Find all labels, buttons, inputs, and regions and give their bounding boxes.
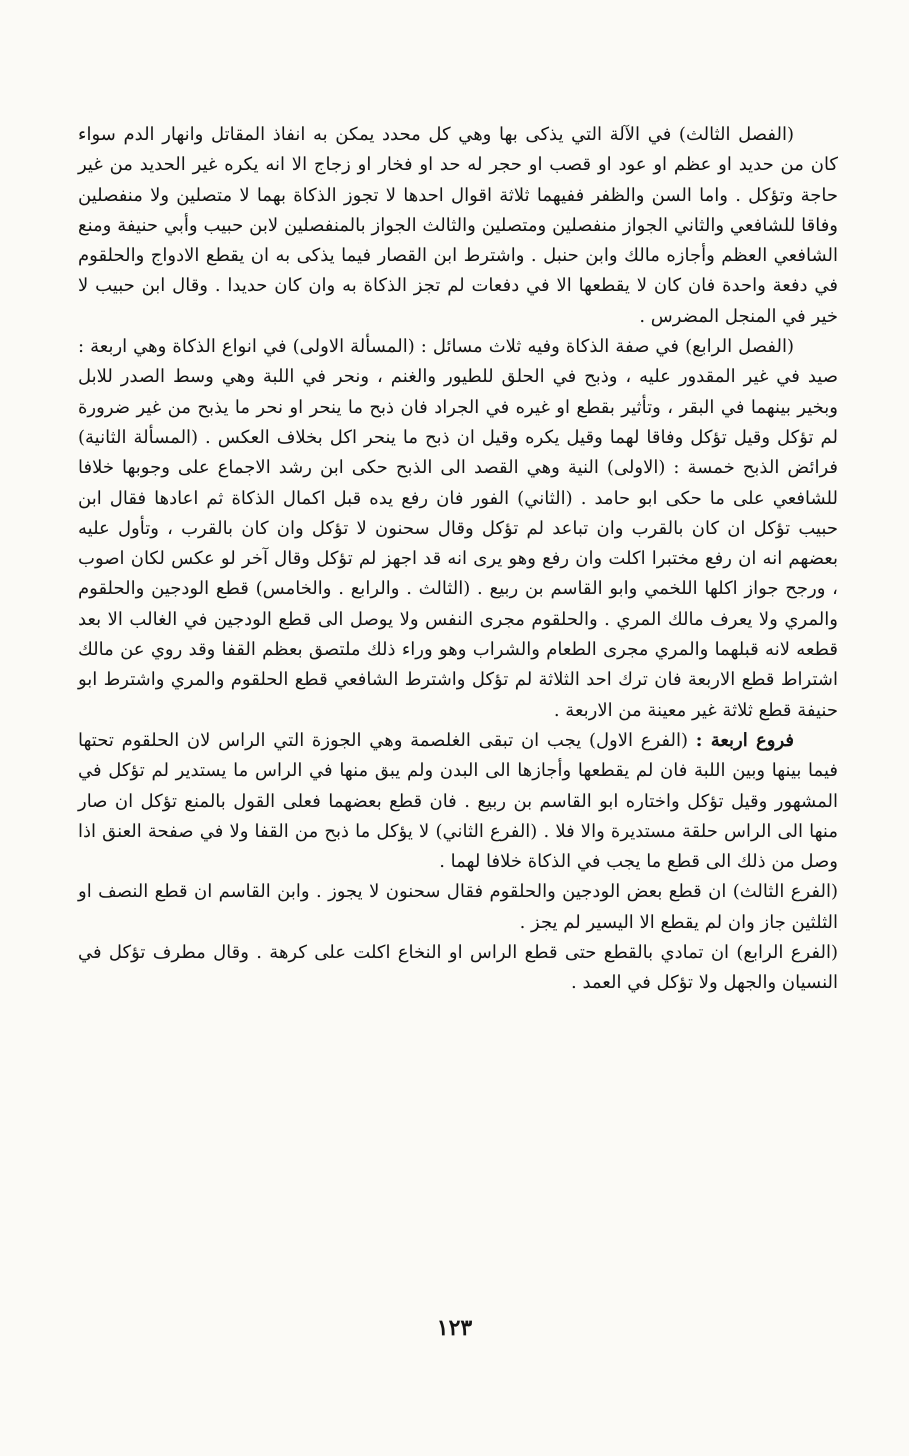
paragraph-fasl-4: (الفصل الرابع) في صفة الذكاة وفيه ثلاث مسائل : (المسألة الاولى) في انواع الذكاة وهي اربعة : صيد في غير المقدور عليه ، وذبح في الحلق للطيور والغنم ، ونحر في اللبة وهي وسط الصدر للابل وبخير بينهما في البقر ، وتأثير بقطع او غيره في الجراد فان ذبح ما ينحر او نحر ما يذبح من غير ضرورة لم تؤكل وقيل تؤكل وفاقا لهما وقيل يكره وقيل ان ذبح ما ينحر اكل بخلاف العكس . (المسألة الثانية) فرائض الذبح خمسة : (الاولى) النية وهي القصد الى الذبح حكى ابن رشد الاجماع على وجوبها خلافا للشافعي على ما حكى ابو حامد . (الثاني) الفور فان رفع يده قبل اكمال الذكاة ثم اعادها فقال ابن حبيب تؤكل ان كان بالقرب وان تباعد لم تؤكل وقال سحنون لا تؤكل وان كان بالقرب ، وتأول عليه بعضهم انه ان رفع مختبرا اكلت وان رفع وهو يرى انه قد اجهز لم تؤكل وقال آخر لو عكس لكان اصوب ، ورجح جواز اكلها اللخمي وابو القاسم بن ربيع . (الثالث . والرابع . والخامس) قطع الودجين والحلقوم والمري ولا يعرف مالك المري . والحلقوم مجرى النفس ولا يوصل الى قطع الودجين في الغالب الا بعد قطعه لانه قبلهما والمري مجرى الطعام والشراب وهو وراء ذلك ملتصق بعظم القفا وقد روي عن مالك اشتراط قطع الاربعة فان ترك احد الثلاثة لم تؤكل واشترط الشافعي قطع الحلقوم والمري واشترط ابو حنيفة قطع ثلاثة غير معينة من الاربعة . — [78, 336, 838, 721]
paragraph-fasl-3: (الفصل الثالث) في الآلة التي يذكى بها وهي كل محدد يمكن به انفاذ المقاتل وانهار الدم سواء كان من حديد او عظم او عود او قصب او حجر له حد او فخار او زجاج الا انه يكره غير الحديد من غير حاجة وتؤكل . واما السن والظفر ففيهما ثلاثة اقوال احدها لا تجوز الذكاة بهما لا متصلين ولا منفصلين وفاقا للشافعي والثاني الجواز منفصلين ومتصلين والثالث الجواز بالمنفصلين لابن حبيب وأبي حنيفة ومنع الشافعي العظم وأجازه مالك وابن حنبل . واشترط ابن القصار فيما يذكى به ان يقطع الادواج والحلقوم في دفعة واحدة فان كان لا يقطعها الا في دفعات لم تجز الذكاة به وان كان حديدا . وقال ابن حبيب لا خير في المنجل المضرس . — [78, 124, 838, 327]
page-number: ١٢٣ — [436, 1315, 473, 1341]
paragraph-fara-4: (الفرع الرابع) ان تمادي بالقطع حتى قطع الراس او النخاع اكلت على كرهة . وقال مطرف تؤكل في النسيان والجهل ولا تؤكل في العمد . — [78, 942, 838, 994]
furu-text: (الفرع الاول) يجب ان تبقى الغلصمة وهي الجوزة التي الراس لان الحلقوم تحتها فيما بينها وبين اللبة فان لم يقطعها وأجازها الى البدن ولم يبق منها في الراس ما يستدير لم تؤكل في المشهور وقيل تؤكل واختاره ابو القاسم بن ربيع . فان قطع بعضهما فعلى القول بالمنع تؤكل ان صار منها الى الراس حلقة مستديرة والا فلا . (الفرع الثاني) لا يؤكل ما ذبح من القفا ولا في صفحة العنق اذا وصل من ذلك الى قطع ما يجب في الذكاة خلافا لهما . — [78, 729, 838, 873]
furu-heading: فروع اربعة : — [695, 729, 794, 751]
paragraph-furu — [78, 726, 838, 877]
paragraph-fara-3: (الفرع الثالث) ان قطع بعض الودجين والحلقوم فقال سحنون لا يجوز . وابن القاسم ان قطع النصف او الثلثين جاز وان لم يقطع الا اليسير لم يجز . — [78, 881, 838, 933]
page-body-text — [78, 120, 838, 999]
